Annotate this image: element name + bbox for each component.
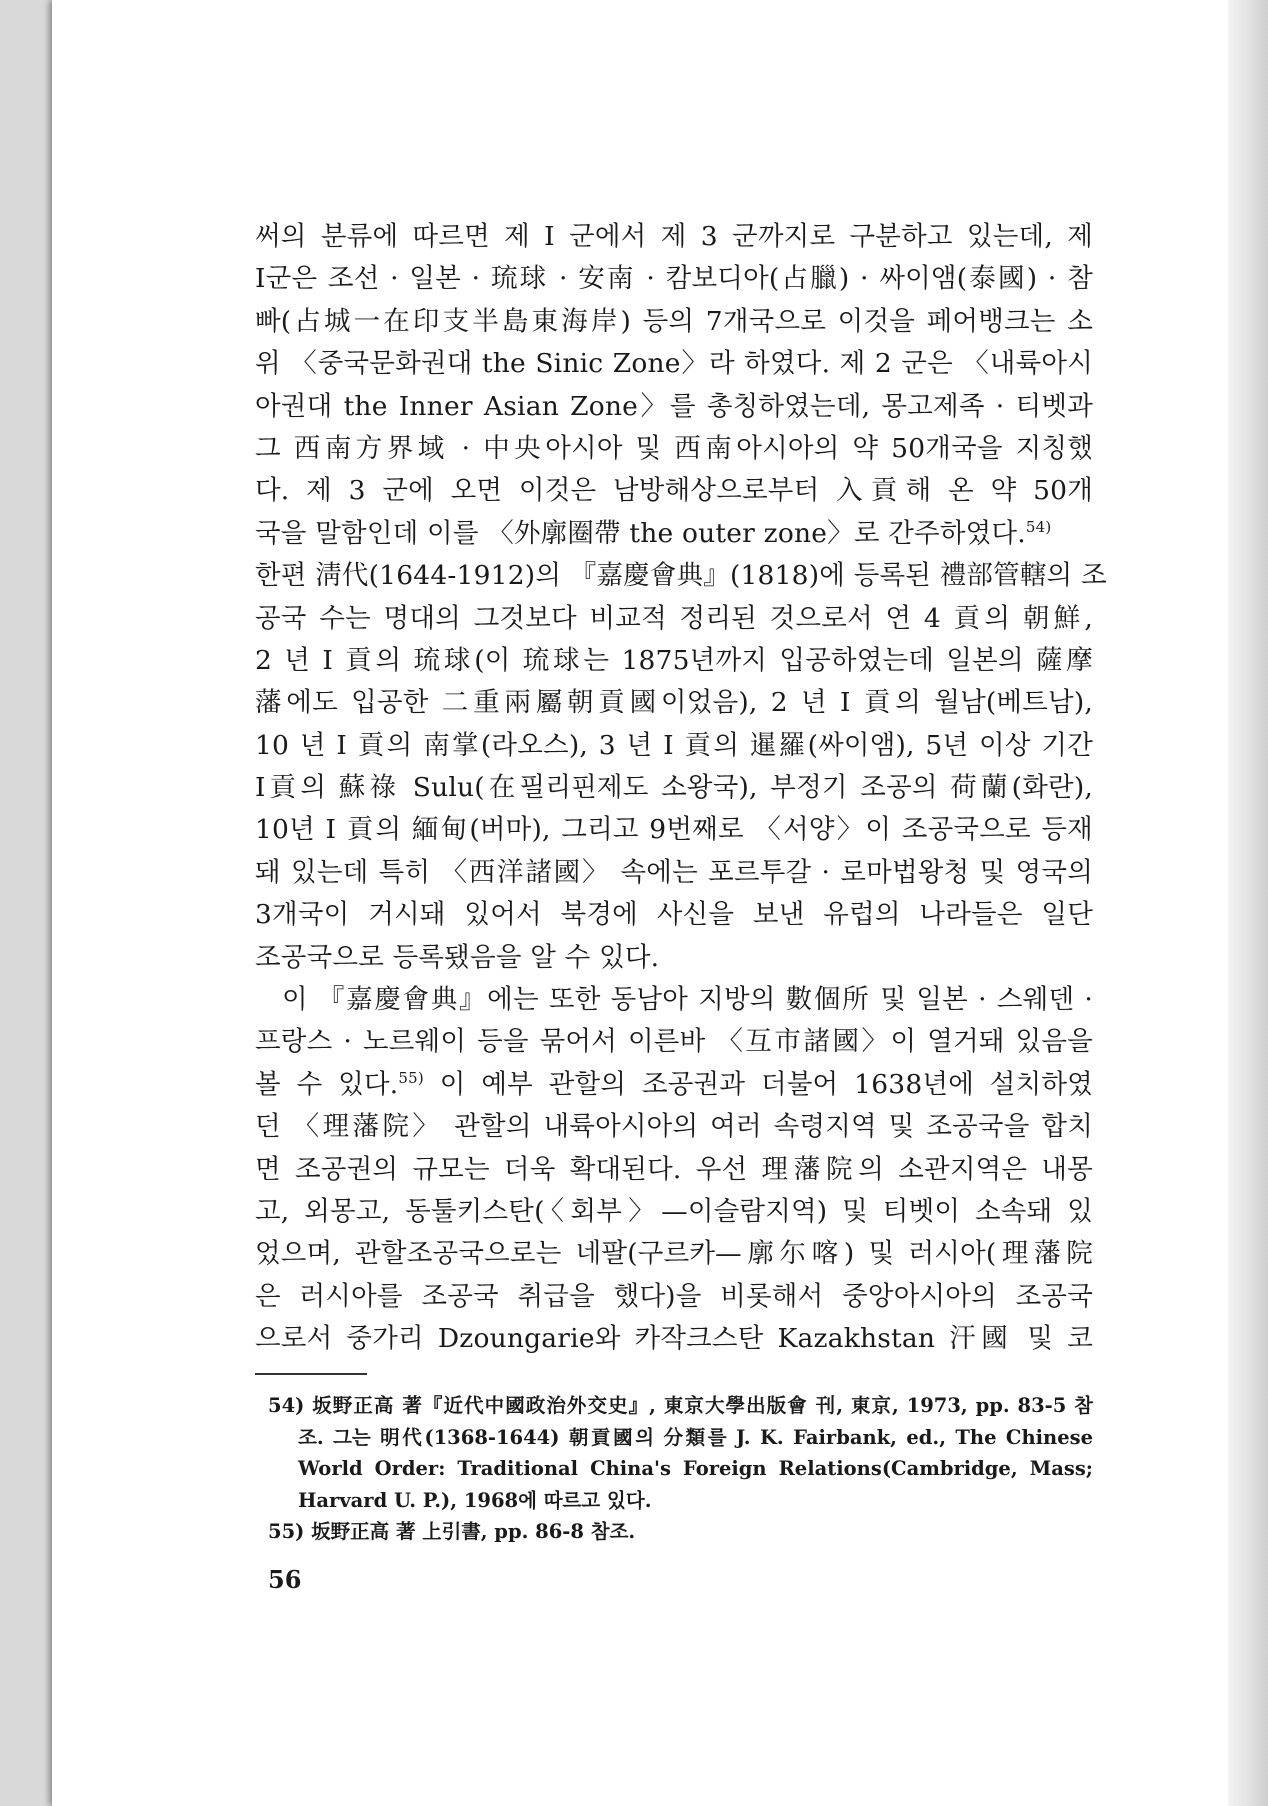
footnote-54-cont: 조. 그는 明代(1368-1644) 朝貢國의 分類를 J. K. Fairbank, ed., The Chinese	[298, 1425, 1093, 1449]
text-line: 이 『嘉慶會典』에는 또한 동남아 지방의 數個所 및 일본 · 스웨덴 ·	[282, 984, 1093, 1016]
text-line: 으로서 중가리 Dzoungarie와 카작크스탄 Kazakhstan 汗國 및 코	[255, 1323, 1093, 1355]
text-line: 藩에도 입공한 二重兩屬朝貢國이었음), 2 년 I 貢의 월남(베트남),	[255, 687, 1093, 719]
text-line: 은 러시아를 조공국 취급을 했다)을 비롯해서 중앙아시아의 조공국	[255, 1280, 1093, 1312]
footnote-separator	[255, 1373, 367, 1375]
text-line: 10년 I 貢의 緬甸(버마), 그리고 9번째로 〈서양〉이 조공국으로 등재	[255, 814, 1093, 846]
text-line-content: 이 예부 관할의 조공권과 더불어 1638년에 설치하였	[423, 1068, 1093, 1100]
text-line	[255, 1064, 1093, 1106]
text-line: 아권대 the Inner Asian Zone〉를 총칭하였는데, 몽고제족 · 티벳과	[255, 390, 1093, 422]
text-line: 그 西南方界域 · 中央아시아 및 西南아시아의 약 50개국을 지칭했	[255, 432, 1093, 464]
footnote-ref-55: 55)	[398, 1068, 424, 1087]
text-line: 써의 분류에 따르면 제 I 군에서 제 3 군까지로 구분하고 있는데, 제	[255, 221, 1093, 252]
footnote-54: 54) 坂野正高 著『近代中國政治外交史』, 東京大學出版會 刊, 東京, 1973, pp. 83-5 참	[268, 1394, 1093, 1417]
page-number: 56	[268, 1565, 302, 1594]
body-text	[255, 216, 1107, 1361]
text-line: 10 년 I 貢의 南掌(라오스), 3 년 I 貢의 暹羅(싸이앰), 5년 이상 기간	[255, 729, 1093, 761]
text-line: 위 〈중국문화권대 the Sinic Zone〉라 하였다. 제 2 군은 〈내륙아시	[255, 348, 1093, 380]
text-line: 빠(占城一在印支半島東海岸) 등의 7개국으로 이것을 페어뱅크는 소	[255, 305, 1093, 337]
footnote-54-cont: Harvard U. P.), 1968에 따르고 있다.	[298, 1488, 652, 1512]
footnote-54-cont: World Order: Traditional China's Foreign Relations(Cambridge, Mass;	[298, 1457, 1093, 1480]
text-line: 고, 외몽고, 동툴키스탄(〈회부〉—이슬람지역) 및 티벳이 소속돼 있	[255, 1195, 1093, 1227]
text-line: I貢의 蘇祿 Sulu(在필리핀제도 소왕국), 부정기 조공의 荷蘭(화란),	[255, 772, 1093, 804]
text-line: 공국 수는 명대의 그것보다 비교적 정리된 것으로서 연 4 貢의 朝鮮,	[255, 602, 1093, 634]
text-line: 프랑스 · 노르웨이 등을 묶어서 이른바 〈互市諸國〉이 열거돼 있음을	[255, 1026, 1093, 1058]
text-line: 었으며, 관할조공국으로는 네팔(구르카—廓尓喀) 및 러시아(理藩院	[255, 1238, 1093, 1270]
text-line: 2 년 I 貢의 琉球(이 琉球는 1875년까지 입공하였는데 일본의 薩摩	[255, 644, 1093, 676]
text-line: 한편 淸代(1644-1912)의 『嘉慶會典』(1818)에 등록된 禮部管轄의 조	[255, 560, 1107, 592]
text-line-content: 볼 수 있다.	[255, 1068, 399, 1100]
text-line: 다. 제 3 군에 오면 이것은 남방해상으로부터 入貢해 온 약 50개	[255, 475, 1093, 507]
text-line: 3개국이 거시돼 있어서 북경에 사신을 보낸 유럽의 나라들은 일단	[255, 899, 1093, 931]
footnote-ref-54: 54)	[1025, 517, 1052, 536]
footnote-55: 55) 坂野正高 著 上引書, pp. 86-8 참조.	[268, 1520, 636, 1543]
footnotes	[268, 1390, 1093, 1548]
text-line: 면 조공권의 규모는 더욱 확대된다. 우선 理藩院의 소관지역은 내몽	[255, 1153, 1093, 1185]
text-line: 돼 있는데 특히 〈西洋諸國〉 속에는 포르투갈 · 로마법왕청 및 영국의	[255, 856, 1093, 888]
text-line: I군은 조선 · 일본 · 琉球 · 安南 · 캄보디아(占臘) · 싸이앰(泰國) · 참	[255, 263, 1093, 295]
text-line	[255, 513, 1093, 555]
text-line-content: 국을 말함인데 이를 〈外廓圈帶 the outer zone〉로 간주하였다.	[255, 517, 1026, 549]
text-line: 조공국으로 등록됐음을 알 수 있다.	[255, 941, 660, 973]
page-edge-right	[1228, 0, 1268, 1806]
text-line: 던 〈理藩院〉 관할의 내륙아시아의 여러 속령지역 및 조공국을 합치	[255, 1111, 1093, 1143]
